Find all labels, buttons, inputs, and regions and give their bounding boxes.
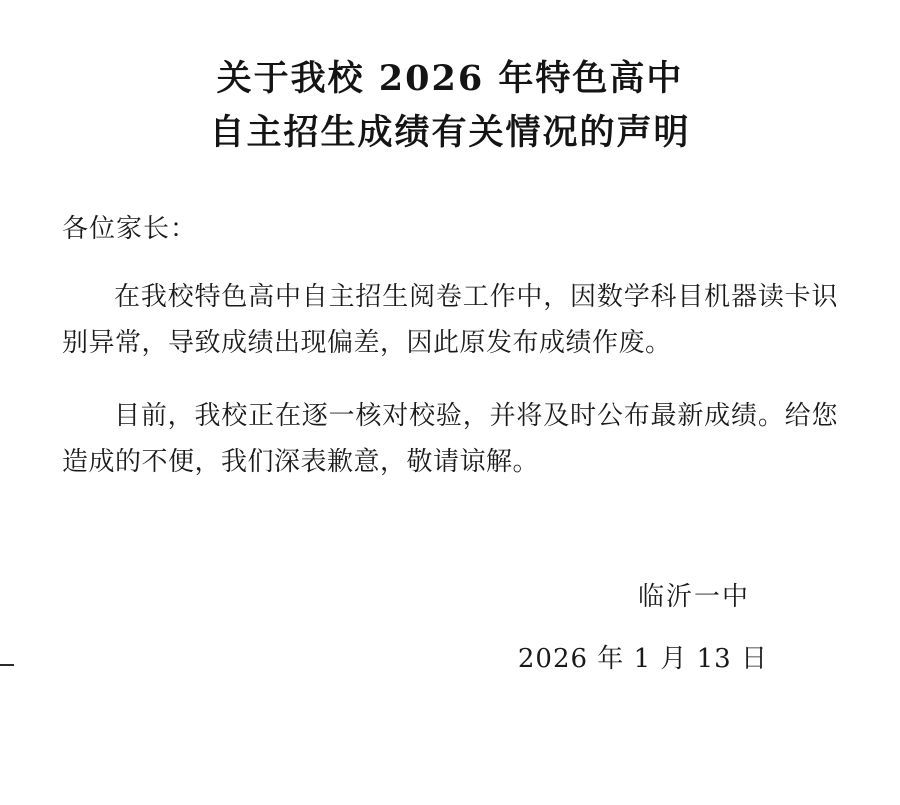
signature-date: 2026 年 1 月 13 日 [517,644,768,675]
signature-organization: 临沂一中 [637,582,750,613]
signature-block [0,575,900,681]
salutation: 各位家长： [62,213,198,244]
paragraph-1: 在我校特色高中自主招生阅卷工作中，因数学科目机器读卡识别异常，导致成绩出现偏差，因此原发布成绩作废。 [62,282,838,359]
paragraph-2: 目前，我校正在逐一核对校验，并将及时公布最新成绩。给您造成的不便，我们深表歉意，敬请谅解。 [62,400,838,477]
title-line-1: 关于我校 2026 年特色高中 [216,58,684,99]
page-edge-mark [0,664,14,666]
title-line-2: 自主招生成绩有关情况的声明 [209,112,691,154]
document-body [0,209,900,486]
document-title [0,0,900,161]
